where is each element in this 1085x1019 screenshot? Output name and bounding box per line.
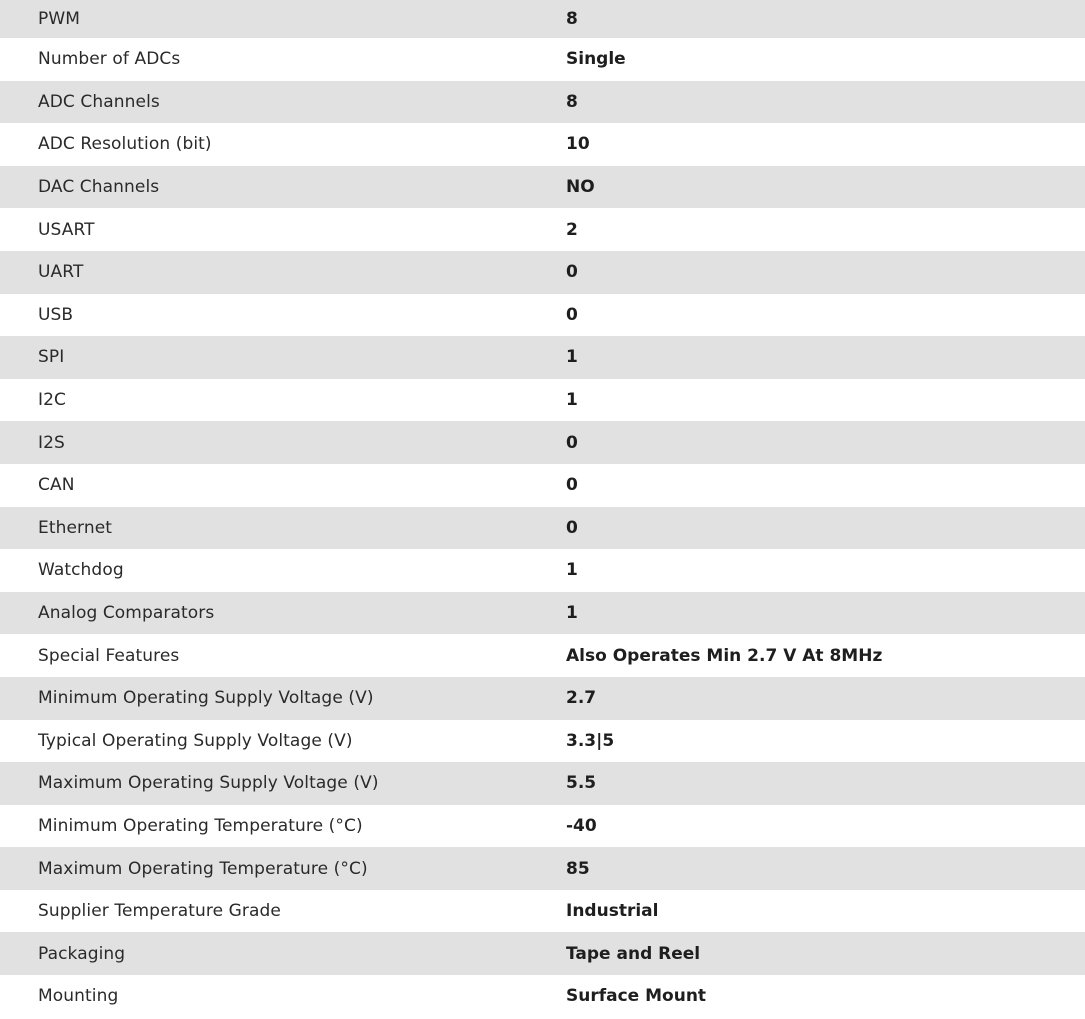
spec-row-can	[0, 464, 1085, 507]
spec-row-analog-comparators	[0, 592, 1085, 635]
spec-row-typical-supply-voltage	[0, 720, 1085, 763]
spec-value: 0	[566, 517, 578, 538]
spec-row-usb	[0, 294, 1085, 337]
spec-row-mounting	[0, 975, 1085, 1018]
spec-value: 10	[566, 134, 590, 155]
spec-label: Minimum Operating Temperature (°C)	[38, 815, 363, 836]
spec-label: CAN	[38, 475, 75, 496]
spec-value: 1	[566, 390, 578, 411]
spec-label: ADC Resolution (bit)	[38, 134, 212, 155]
spec-value: 0	[566, 432, 578, 453]
spec-row-i2c	[0, 379, 1085, 422]
spec-row-min-operating-temperature	[0, 805, 1085, 848]
spec-row-max-supply-voltage	[0, 762, 1085, 805]
spec-value: 2	[566, 219, 578, 240]
spec-row-ethernet	[0, 507, 1085, 550]
spec-label: DAC Channels	[38, 177, 160, 198]
spec-value: 0	[566, 262, 578, 283]
spec-label: Watchdog	[38, 560, 124, 581]
spec-row-spi	[0, 336, 1085, 379]
spec-label: USART	[38, 219, 95, 240]
spec-value: 0	[566, 304, 578, 325]
spec-row-min-supply-voltage	[0, 677, 1085, 720]
spec-row-i2s	[0, 421, 1085, 464]
spec-value: Also Operates Min 2.7 V At 8MHz	[566, 645, 883, 666]
spec-label: Mounting	[38, 986, 119, 1007]
spec-value: -40	[566, 815, 597, 836]
spec-row-usart	[0, 208, 1085, 251]
spec-row-adc-resolution	[0, 123, 1085, 166]
spec-value: 8	[566, 9, 578, 29]
spec-value: 2.7	[566, 688, 597, 709]
spec-label: ADC Channels	[38, 91, 160, 112]
spec-row-supplier-temperature-grade	[0, 890, 1085, 933]
spec-row-dac-channels	[0, 166, 1085, 209]
spec-label: Ethernet	[38, 517, 113, 538]
spec-label: Maximum Operating Temperature (°C)	[38, 858, 368, 879]
spec-value: 3.3|5	[566, 730, 615, 751]
spec-label: I2C	[38, 390, 66, 411]
spec-label: I2S	[38, 432, 65, 453]
spec-label: Maximum Operating Supply Voltage (V)	[38, 773, 379, 794]
spec-row-max-operating-temperature	[0, 847, 1085, 890]
spec-row-watchdog	[0, 549, 1085, 592]
spec-label: USB	[38, 304, 74, 325]
spec-label: Typical Operating Supply Voltage (V)	[38, 730, 353, 751]
spec-row-uart	[0, 251, 1085, 294]
spec-row-adc-channels	[0, 81, 1085, 124]
spec-value: NO	[566, 177, 595, 198]
spec-value: Surface Mount	[566, 986, 707, 1007]
spec-value: Tape and Reel	[566, 943, 701, 964]
spec-label: Supplier Temperature Grade	[38, 901, 281, 922]
spec-value: 8	[566, 91, 578, 112]
spec-value: 85	[566, 858, 590, 879]
spec-value: 1	[566, 347, 578, 368]
spec-label: Number of ADCs	[38, 49, 181, 70]
spec-row-pwm	[0, 0, 1085, 38]
spec-label: UART	[38, 262, 84, 283]
spec-value: 0	[566, 475, 578, 496]
spec-value: 5.5	[566, 773, 597, 794]
spec-value: Industrial	[566, 901, 659, 922]
spec-label: Analog Comparators	[38, 603, 215, 624]
spec-row-packaging	[0, 932, 1085, 975]
spec-label: SPI	[38, 347, 65, 368]
spec-row-number-of-adcs	[0, 38, 1085, 81]
spec-value: 1	[566, 560, 578, 581]
spec-row-special-features	[0, 634, 1085, 677]
spec-label: Minimum Operating Supply Voltage (V)	[38, 688, 374, 709]
spec-label: Special Features	[38, 645, 180, 666]
spec-value: 1	[566, 603, 578, 624]
spec-label: Packaging	[38, 943, 126, 964]
spec-label: PWM	[38, 9, 81, 29]
spec-value: Single	[566, 49, 626, 70]
